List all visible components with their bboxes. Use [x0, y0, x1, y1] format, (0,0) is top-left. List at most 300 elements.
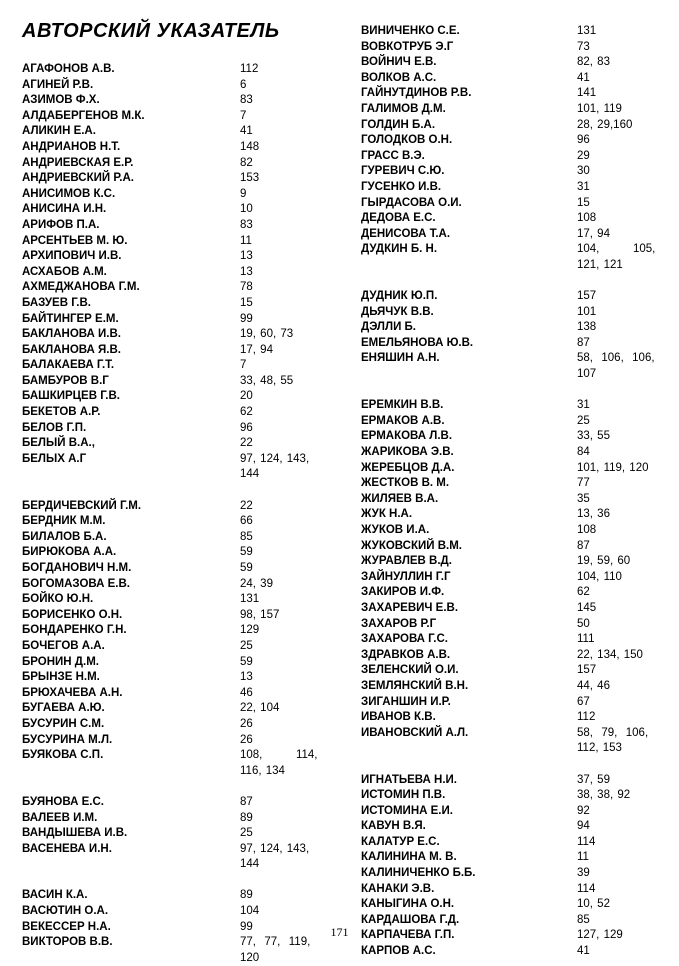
page-reference-line: 89: [240, 889, 253, 902]
page-reference-line: 25: [577, 414, 590, 427]
page-reference-line: 99: [240, 920, 253, 933]
index-entry: [361, 55, 661, 71]
page-reference-line: 26: [240, 733, 253, 746]
index-entry: [361, 476, 661, 492]
page-reference-line: 138: [577, 321, 597, 334]
page-reference-line: 13: [240, 250, 253, 263]
page-references: [240, 888, 320, 904]
author-name: АЗИМОВ Ф.Х.: [22, 94, 100, 107]
page-reference-line: 96: [240, 421, 253, 434]
author-name: БАЗУЕВ Г.В.: [22, 296, 91, 309]
index-entry: [22, 140, 322, 156]
author-name: БУСУРИНА М.Л.: [22, 733, 113, 746]
author-name: БРЫНЗЕ Н.М.: [22, 671, 100, 684]
page-reference-line: 114: [577, 882, 596, 895]
author-name: АСХАБОВ А.М.: [22, 265, 107, 278]
page-reference-line: 87: [577, 336, 590, 349]
page-reference-line: 120: [240, 951, 260, 964]
page-reference-line: 131: [240, 593, 260, 606]
author-name: КАЛИНИНА М. В.: [361, 851, 457, 864]
author-name: ГУСЕНКО И.В.: [361, 180, 442, 193]
author-name: ЗАЙНУЛЛИН Г.Г: [361, 570, 451, 583]
page-reference-line: 15: [240, 296, 253, 309]
page-reference-line: 29: [577, 149, 590, 162]
page-references: [577, 539, 661, 555]
index-column-right: [361, 24, 661, 960]
page-references: [240, 234, 320, 250]
author-name: БАЙТИНГЕР Е.М.: [22, 312, 119, 325]
index-entry: [361, 819, 661, 835]
author-name: КАЛИНИЧЕНКО Б.Б.: [361, 867, 476, 880]
page-references: [577, 40, 661, 56]
index-entry: [361, 726, 661, 757]
author-name: БОЙКО Ю.Н.: [22, 593, 94, 606]
index-entry: [22, 608, 322, 624]
index-entry: [361, 461, 661, 477]
author-name: ВОЛКОВ А.С.: [361, 71, 437, 84]
index-entry: [22, 405, 322, 421]
page-references: [577, 492, 661, 508]
page-reference-line: 131: [577, 25, 597, 37]
author-name: ГРАСС В.Э.: [361, 149, 425, 162]
index-entry: [22, 218, 322, 234]
author-name: БЕКЕТОВ А.Р.: [22, 406, 101, 419]
page-reference-line: 13: [240, 265, 253, 278]
author-name: ГУРЕВИЧ С.Ю.: [361, 165, 445, 178]
page-references: [240, 93, 320, 109]
author-name: КАРПАЧЕВА Г.П.: [361, 929, 455, 942]
page-reference-line: 107: [577, 368, 597, 381]
page-reference-line: 127, 129: [577, 929, 623, 942]
author-name: ВОВКОТРУБ Э.Г: [361, 40, 454, 53]
index-entry: [361, 180, 661, 196]
index-entry: [22, 389, 322, 405]
page-reference-line: 67: [577, 695, 590, 708]
author-name: БРЮХАЧЕВА А.Н.: [22, 686, 123, 699]
page-reference-line: 145: [577, 601, 597, 614]
page-reference-line: 84: [577, 446, 590, 459]
page-references: [240, 296, 320, 312]
author-name: КАРДАШОВА Г.Д.: [361, 913, 460, 926]
author-name: ГЫРДАСОВА О.И.: [361, 196, 462, 209]
index-entry: [361, 24, 661, 40]
page-reference-line: 58, 79, 106,: [577, 726, 649, 739]
index-entry: [361, 351, 661, 382]
page-references: [240, 280, 320, 296]
author-name: БЕЛЫЙ В.А.,: [22, 437, 95, 450]
page-references: [577, 476, 661, 492]
page-reference-line: 144: [240, 858, 260, 871]
page-references: [240, 748, 320, 779]
index-entry: [361, 118, 661, 134]
page-reference-line: 17, 94: [240, 343, 273, 356]
page-references: [577, 679, 661, 695]
page-references: [577, 523, 661, 539]
index-entry: [22, 78, 322, 94]
page-reference-line: 94: [577, 820, 590, 833]
page-reference-line: 33, 55: [577, 430, 610, 443]
page-reference-line: 82, 83: [577, 56, 610, 69]
page-reference-line: 39: [577, 867, 590, 880]
page-references: [577, 632, 661, 648]
index-entry: [361, 850, 661, 866]
page-references: [577, 414, 661, 430]
index-entry: [22, 124, 322, 140]
index-entry: [361, 196, 661, 212]
page-reference-line: 108, 114,: [240, 749, 318, 762]
author-name: АЛДАБЕРГЕНОВ М.К.: [22, 109, 145, 122]
page-reference-line: 26: [240, 717, 253, 730]
page-reference-line: 77: [577, 477, 590, 490]
index-entry: [361, 320, 661, 336]
author-name: ЖИЛЯЕВ В.А.: [361, 492, 439, 505]
author-name: ВАСИН К.А.: [22, 889, 88, 902]
index-entry: [361, 523, 661, 539]
index-entry: [22, 312, 322, 328]
author-name: ИГНАТЬЕВА Н.И.: [361, 773, 457, 786]
page-reference-line: 59: [240, 655, 253, 668]
page-reference-line: 19, 60, 73: [240, 328, 294, 341]
page-references: [577, 944, 661, 960]
page-reference-line: 10, 52: [577, 898, 610, 911]
index-entry: [361, 710, 661, 726]
index-entry: [361, 944, 661, 960]
index-entry: [22, 109, 322, 125]
index-entry: [22, 748, 322, 779]
index-entry: [22, 296, 322, 312]
index-entry: [22, 811, 322, 827]
page-reference-line: 50: [577, 617, 590, 630]
page-reference-line: 19, 59, 60: [577, 555, 631, 568]
author-name: БУЯНОВА Е.С.: [22, 795, 104, 808]
page-references: [240, 733, 320, 749]
author-name: АЛИКИН Е.А.: [22, 125, 96, 138]
index-entry: [361, 507, 661, 523]
page-references: [240, 171, 320, 187]
page-reference-line: 82: [240, 156, 253, 169]
author-name: АРСЕНТЬЕВ М. Ю.: [22, 234, 128, 247]
index-entry: [361, 788, 661, 804]
author-name: БЕРДИЧЕВСКИЙ Г.М.: [22, 499, 142, 512]
author-name: ЖУКОВСКИЙ В.М.: [361, 539, 462, 552]
page-references: [240, 327, 320, 343]
index-title: АВТОРСКИЙ УКАЗАТЕЛЬ: [22, 20, 280, 42]
index-entry: [361, 336, 661, 352]
author-name: ЖУК Н.А.: [361, 508, 413, 521]
page-references: [240, 202, 320, 218]
index-entry: [361, 133, 661, 149]
page-reference-line: 96: [577, 134, 590, 147]
index-entry: [22, 234, 322, 250]
page-references: [577, 242, 661, 273]
index-entry: [22, 265, 322, 281]
index-entry: [361, 164, 661, 180]
page-references: [240, 109, 320, 125]
page-references: [577, 24, 661, 40]
page-references: [240, 312, 320, 328]
author-name: БАКЛАНОВА И.В.: [22, 328, 121, 341]
page-reference-line: 97, 124, 143,: [240, 452, 310, 465]
page-reference-line: 87: [240, 795, 253, 808]
author-name: ВЕКЕССЕР Н.А.: [22, 920, 111, 933]
index-entry: [22, 670, 322, 686]
page-references: [577, 726, 661, 757]
page-reference-line: 66: [240, 515, 253, 528]
page-references: [240, 592, 320, 608]
author-name: АНДРИЕВСКАЯ Е.Р.: [22, 156, 134, 169]
author-name: ЗЕМЛЯНСКИЙ В.Н.: [361, 679, 469, 692]
author-name: АНИСИМОВ К.С.: [22, 187, 116, 200]
index-entry: [22, 358, 322, 374]
index-entry: [22, 374, 322, 390]
page-references: [577, 289, 661, 305]
index-entry: [22, 343, 322, 359]
page-reference-line: 87: [577, 539, 590, 552]
index-entry: [361, 679, 661, 695]
page-reference-line: 83: [240, 218, 253, 231]
page-reference-line: 62: [240, 406, 253, 419]
author-name: ЕРМАКОВА Л.В.: [361, 430, 453, 443]
page-references: [240, 436, 320, 452]
page-reference-line: 25: [240, 639, 253, 652]
page-reference-line: 99: [240, 312, 253, 325]
author-name: КАЛАТУР Е.С.: [361, 835, 440, 848]
page-references: [577, 211, 661, 227]
page-references: [240, 187, 320, 203]
index-entry: [361, 897, 661, 913]
page-references: [240, 842, 320, 873]
page-references: [577, 227, 661, 243]
index-entry: [22, 62, 322, 78]
page-reference-line: 104, 105,: [577, 243, 656, 256]
page-references: [577, 617, 661, 633]
page-references: [577, 570, 661, 586]
page-reference-line: 24, 39: [240, 577, 273, 590]
page-reference-line: 6: [240, 78, 247, 91]
index-entry: [22, 249, 322, 265]
index-entry: [361, 663, 661, 679]
index-entry: [361, 773, 661, 789]
index-entry: [361, 882, 661, 898]
page-references: [240, 639, 320, 655]
page-reference-line: 37, 59: [577, 773, 610, 786]
page-references: [240, 249, 320, 265]
index-entry: [22, 592, 322, 608]
author-name: БИЛАЛОВ Б.А.: [22, 530, 107, 543]
page-references: [240, 717, 320, 733]
page-reference-line: 114: [577, 835, 596, 848]
author-name: ЗАХАРОВА Г.С.: [361, 633, 448, 646]
index-entry: [361, 429, 661, 445]
author-name: АНДРИЕВСКИЙ Р.А.: [22, 172, 134, 185]
index-entry: [22, 717, 322, 733]
page-references: [577, 86, 661, 102]
author-name: ВОЙНИЧ Е.В.: [361, 56, 437, 69]
index-entry: [361, 102, 661, 118]
index-entry: [361, 632, 661, 648]
author-name: БОНДАРЕНКО Г.Н.: [22, 624, 127, 637]
page-reference-line: 157: [577, 664, 597, 677]
author-name: БОЧЕГОВ А.А.: [22, 639, 105, 652]
page-reference-line: 111: [577, 633, 595, 646]
author-name: ДЕДОВА Е.С.: [361, 212, 436, 225]
page-reference-line: 85: [577, 913, 590, 926]
page-reference-line: 22: [240, 437, 253, 450]
page-references: [577, 55, 661, 71]
page-references: [240, 530, 320, 546]
author-name: ВАСЮТИН О.А.: [22, 905, 109, 918]
page-reference-line: 33, 48, 55: [240, 374, 294, 387]
author-name: ЖУКОВ И.А.: [361, 524, 430, 536]
author-name: АХМЕДЖАНОВА Г.М.: [22, 281, 140, 294]
page-references: [577, 788, 661, 804]
index-entry: [361, 695, 661, 711]
page-references: [577, 445, 661, 461]
page-reference-line: 73: [577, 40, 590, 53]
page-references: [240, 701, 320, 717]
index-entry: [361, 211, 661, 227]
page-references: [240, 124, 320, 140]
author-name: АГАФОНОВ А.В.: [22, 63, 115, 75]
author-name: БУГАЕВА А.Ю.: [22, 702, 105, 715]
author-name: АНИСИНА И.Н.: [22, 203, 107, 216]
index-entry: [22, 171, 322, 187]
page-references: [240, 655, 320, 671]
page-reference-line: 28, 29,160: [577, 118, 633, 131]
author-name: БИРЮКОВА А.А.: [22, 546, 117, 559]
index-entry: [361, 601, 661, 617]
index-entry: [22, 623, 322, 639]
index-entry: [361, 648, 661, 664]
author-name: КАВУН В.Я.: [361, 820, 426, 833]
page-references: [577, 133, 661, 149]
page-reference-line: 112, 153: [577, 742, 622, 755]
page-references: [577, 804, 661, 820]
page-references: [240, 545, 320, 561]
index-entry: [361, 585, 661, 601]
page-references: [577, 835, 661, 851]
author-name: БРОНИН Д.М.: [22, 655, 99, 668]
page-references: [240, 62, 320, 78]
index-entry: [22, 187, 322, 203]
author-name: ДЕНИСОВА Т.А.: [361, 227, 451, 240]
author-name: БАКЛАНОВА Я.В.: [22, 343, 121, 356]
page-reference-line: 13: [240, 671, 253, 684]
index-entry: [361, 71, 661, 87]
page-reference-line: 30: [577, 165, 590, 178]
page-references: [240, 670, 320, 686]
page-reference-line: 98, 157: [240, 608, 280, 621]
index-entry: [22, 514, 322, 530]
page-references: [577, 710, 661, 726]
author-name: АГИНЕЙ Р.В.: [22, 78, 94, 91]
page-references: [240, 795, 320, 811]
page-reference-line: 59: [240, 546, 253, 559]
page-references: [577, 398, 661, 414]
author-name: БЕЛОВ Г.П.: [22, 421, 87, 434]
page-number: 171: [330, 925, 349, 939]
index-entry: [22, 452, 322, 483]
page-reference-line: 97, 124, 143,: [240, 842, 310, 855]
author-name: ЗАХАРОВ Р.Г: [361, 617, 437, 630]
page-reference-line: 83: [240, 94, 253, 107]
author-name: ВИНИЧЕНКО С.Е.: [361, 25, 460, 37]
index-column-left: [22, 62, 322, 966]
index-entry: [22, 436, 322, 452]
page-reference-line: 112: [577, 711, 596, 724]
page-reference-line: 20: [240, 390, 253, 403]
author-name: ЖУРАВЛЕВ В.Д.: [361, 555, 452, 568]
page-references: [240, 78, 320, 94]
author-name: ИСТОМИНА Е.И.: [361, 804, 453, 817]
author-name: АРИФОВ П.А.: [22, 218, 100, 231]
page-reference-line: 101: [577, 305, 597, 318]
page-references: [240, 405, 320, 421]
page-reference-line: 141: [577, 87, 597, 100]
index-entry: [22, 655, 322, 671]
page-reference-line: 31: [577, 399, 590, 412]
index-entry: [361, 149, 661, 165]
author-name: КАНЫГИНА О.Н.: [361, 898, 455, 911]
page-references: [577, 149, 661, 165]
page-reference-line: 101, 119, 120: [577, 461, 649, 474]
author-name: ВАСЕНЕВА И.Н.: [22, 842, 112, 855]
page-reference-line: 144: [240, 468, 260, 481]
author-name: ЕНЯШИН А.Н.: [361, 352, 440, 365]
author-name: АНДРИАНОВ Н.Т.: [22, 140, 121, 153]
page-reference-line: 15: [577, 196, 590, 209]
page-references: [577, 554, 661, 570]
page-references: [240, 358, 320, 374]
page-references: [577, 866, 661, 882]
page-references: [240, 218, 320, 234]
page-reference-line: 9: [240, 187, 247, 200]
page-reference-line: 104, 110: [577, 570, 622, 583]
index-entry: [361, 554, 661, 570]
page-reference-line: 11: [577, 851, 589, 864]
page-reference-line: 44, 46: [577, 679, 610, 692]
page-references: [240, 499, 320, 515]
index-entry: [22, 327, 322, 343]
author-name: ИВАНОВ К.В.: [361, 711, 436, 724]
author-name: ЖАРИКОВА Э.В.: [361, 446, 454, 459]
page-reference-line: 10: [240, 203, 253, 216]
page-references: [240, 140, 320, 156]
page-references: [577, 461, 661, 477]
author-name: ЗАХАРЕВИЧ Е.В.: [361, 601, 459, 614]
index-entry: [22, 421, 322, 437]
index-entry: [361, 804, 661, 820]
page-references: [240, 608, 320, 624]
page-reference-line: 13, 36: [577, 508, 610, 521]
page-reference-line: 58, 106, 106,: [577, 352, 655, 365]
page-reference-line: 77, 77, 119,: [240, 936, 311, 949]
index-entry: [22, 733, 322, 749]
page-references: [577, 180, 661, 196]
page-reference-line: 129: [240, 624, 260, 637]
author-name: БЕРДНИК М.М.: [22, 515, 106, 528]
author-name: ДЭЛЛИ Б.: [361, 321, 416, 334]
page-references: [577, 351, 661, 382]
index-entry: [22, 795, 322, 811]
author-name: ЗДРАВКОВ А.В.: [361, 648, 451, 661]
index-entry: [22, 904, 322, 920]
page-reference-line: 38, 38, 92: [577, 789, 631, 802]
index-entry: [22, 499, 322, 515]
author-name: КАРПОВ А.С.: [361, 945, 436, 958]
page-reference-line: 104: [240, 905, 260, 918]
page-references: [577, 164, 661, 180]
